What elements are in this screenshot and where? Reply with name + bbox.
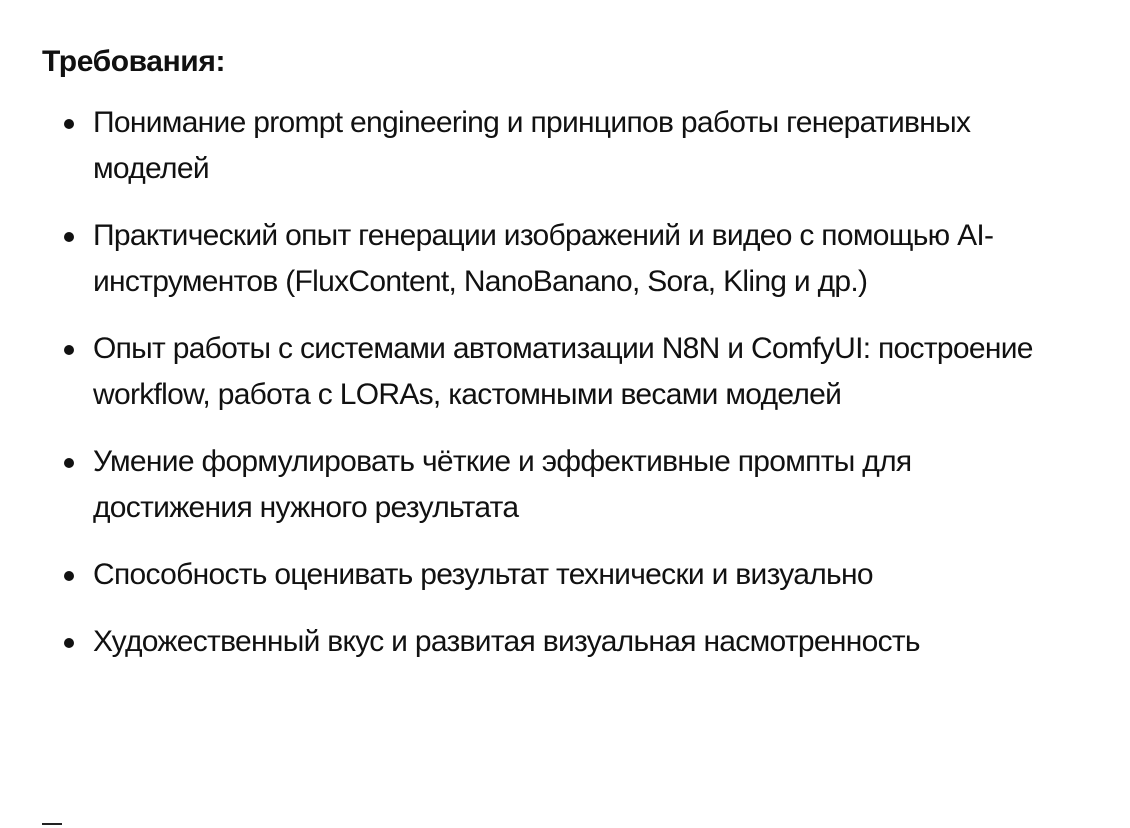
requirement-text: Умение формулировать чёткие и эффективные промпты для достижения нужного результата	[93, 445, 912, 524]
requirements-heading: Требования:	[42, 45, 226, 78]
requirement-text: Опыт работы с системами автоматизации N8N и ComfyUI: построение workflow, работа с LORAs, кастомными весами моделей	[93, 332, 1033, 411]
requirement-text: Понимание prompt engineering и принципов работы генеративных моделей	[93, 106, 971, 185]
bullet-icon	[64, 571, 74, 581]
bullet-icon	[64, 345, 74, 355]
list-item	[42, 326, 1053, 418]
list-item	[42, 213, 1053, 305]
bullet-icon	[64, 638, 74, 648]
requirement-text: Способность оценивать результат технически и визуально	[93, 558, 873, 591]
list-item	[42, 619, 1053, 665]
list-item	[42, 100, 1053, 192]
requirements-list	[42, 100, 1102, 665]
list-item	[42, 439, 1053, 531]
requirement-text: Художественный вкус и развитая визуальная насмотренность	[93, 625, 920, 658]
dash-mark	[42, 823, 62, 825]
list-item	[42, 552, 1053, 598]
bullet-icon	[64, 458, 74, 468]
requirement-text: Практический опыт генерации изображений и видео с помощью AI-инструментов (FluxContent, NanoBanano, Sora, Kling и др.)	[93, 219, 994, 298]
bullet-icon	[64, 232, 74, 242]
bullet-icon	[64, 119, 74, 129]
document-content	[42, 34, 1102, 676]
